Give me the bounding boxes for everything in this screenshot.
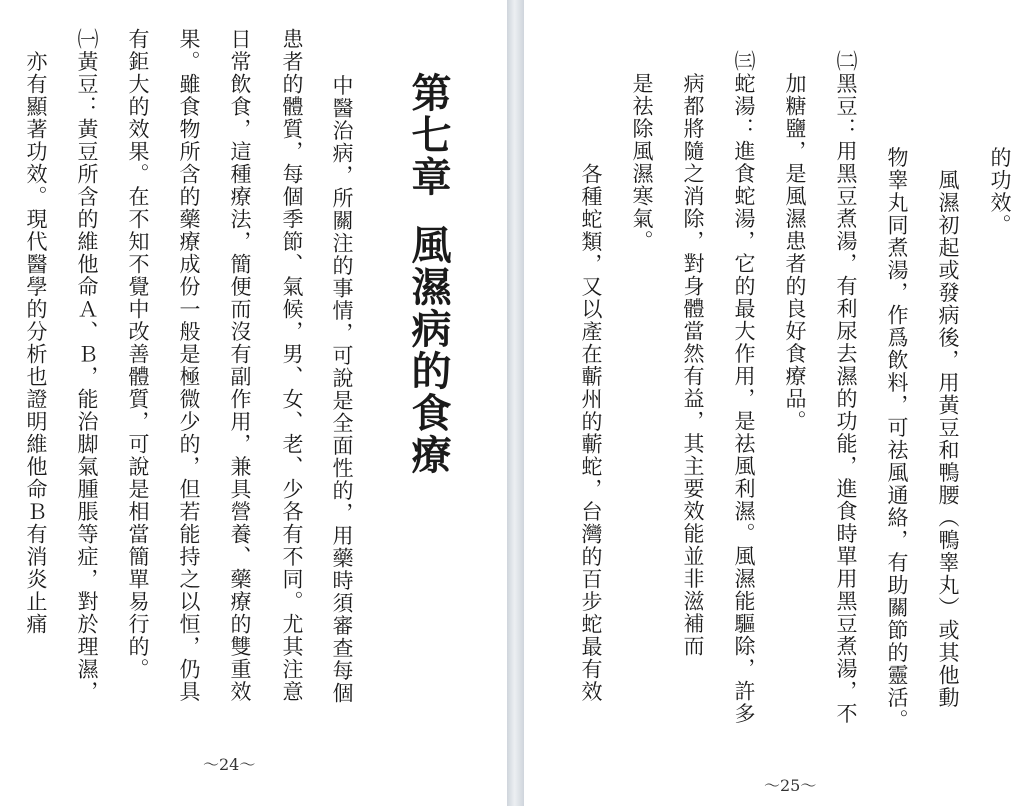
left-page [0,0,507,806]
page-number: ～24～ [203,755,256,774]
text-column: ㈢蛇湯：進食蛇湯，它的最大作用，是祛風利濕。風濕能驅除，許多 [732,50,756,725]
text-column: 是祛除風濕寒氣。 [630,50,654,253]
chapter-title [400,72,457,476]
text-column: 各種蛇類，又以產在蘄州的蘄蛇，台灣的百步蛇最有效 [579,118,603,703]
book-gutter [507,0,524,806]
text-column: 的功效。 [988,124,1012,237]
text-column: 病都將隨之消除，對身體當然有益，其主要效能並非滋補而 [681,50,705,658]
text-column: ㈠黃豆：黃豆所含的維他命Ａ、Ｂ，能治脚氣腫脹等症，對於理濕， [75,28,99,703]
text-column: 風濕初起或發病後，用黃豆和鴨腰（鴨睾丸）或其他動 [936,124,960,709]
text-column: 有鉅大的效果。在不知不覺中改善體質，可說是相當簡單易行的。 [126,28,150,681]
text-column: 果。雖食物所含的藥療成份一般是極微少的，但若能持之以恒，仍具 [177,28,201,703]
page-number: ～25～ [764,776,817,795]
right-page [524,0,1027,806]
text-column: 物睾丸同煮湯，作爲飲料，可祛風通絡，有助關節的靈活。 [885,124,909,732]
chapter-subtitle: 風濕病的食療 [405,224,451,476]
chapter-number: 第七章 [405,72,451,198]
text-column: 亦有顯著功效。現代醫學的分析也證明維他命Ｂ有消炎止痛 [24,28,48,636]
text-column: ㈡黑豆：用黑豆煮湯，有利尿去濕的功能，進食時單用黑豆煮湯，不 [834,50,858,725]
text-column: 加糖鹽，是風濕患者的良好食療品。 [783,50,807,433]
text-column: 日常飲食，這種療法，簡便而沒有副作用，兼具營養、藥療的雙重效 [228,28,252,703]
text-column: 患者的體質，每個季節、氣候，男、女、老、少各有不同。尤其注意 [280,28,304,703]
text-column: 中醫治病，所關注的事情，可說是全面性的，用藥時須審查每個 [330,52,354,705]
